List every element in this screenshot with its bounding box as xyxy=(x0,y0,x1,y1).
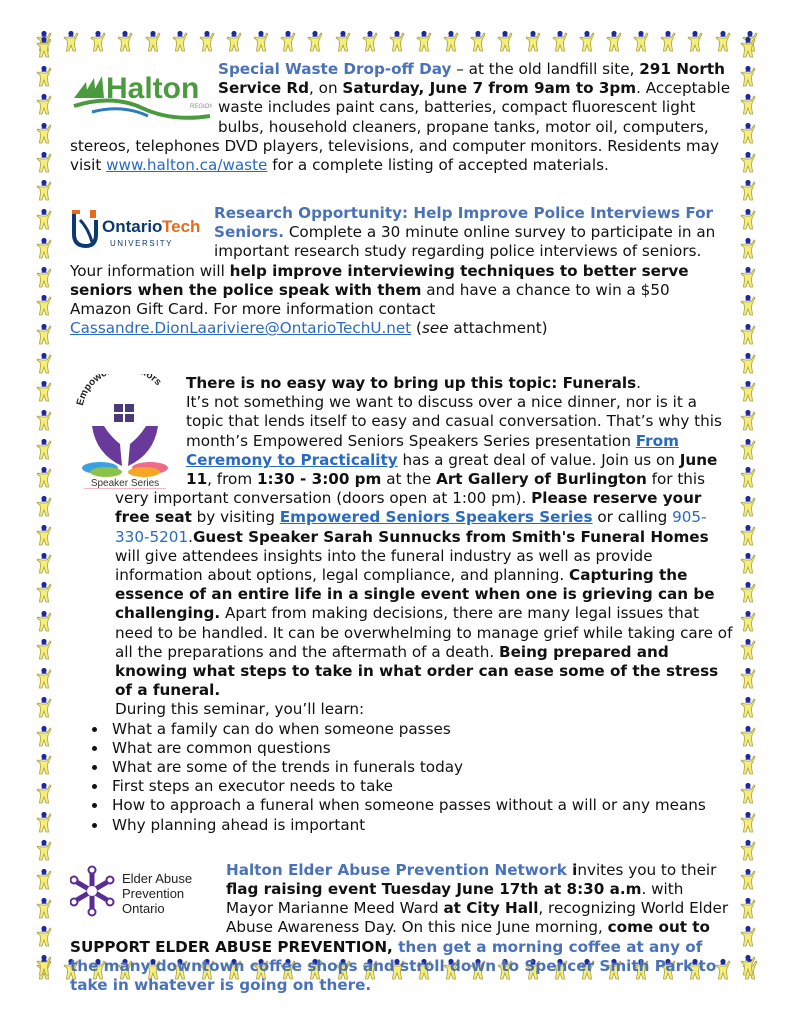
border-person-icon xyxy=(90,30,106,52)
border-person-icon xyxy=(740,323,756,345)
border-person-icon xyxy=(740,93,756,115)
phone-number[interactable]: 905-330-5201 xyxy=(115,508,707,546)
border-person-icon xyxy=(740,495,756,517)
border-person-icon xyxy=(740,237,756,259)
border-person-icon xyxy=(36,610,52,632)
svg-text:Speaker Series: Speaker Series xyxy=(90,478,160,489)
border-person-icon xyxy=(362,30,378,52)
border-person-icon xyxy=(117,30,133,52)
border-person-icon xyxy=(633,30,649,52)
border-person-icon xyxy=(36,122,52,144)
border-person-icon xyxy=(36,179,52,201)
border-person-icon xyxy=(36,725,52,747)
border-person-icon xyxy=(740,811,756,833)
list-item: • Why planning ahead is important xyxy=(108,816,735,835)
border-person-icon xyxy=(145,30,161,52)
border-person-icon xyxy=(525,30,541,52)
border-person-icon xyxy=(740,122,756,144)
border-person-icon xyxy=(470,30,486,52)
svg-text:Halton: Halton xyxy=(106,72,200,105)
border-person-icon xyxy=(740,409,756,431)
border-person-icon xyxy=(36,151,52,173)
funerals-section: Empow ors Speaker Series There is no easy way to bring up this topic: Funerals. It’s not something we want to discuss over a nice dinner, nor is it a topic that lends itself to easy and casual conversation. That’s why this month’s Empowered Seniors Speakers Series presentation From Ceremony to Practicality has a great deal of value. Join us on June 11, from 1:30 - 3:00 pm at the Art Gallery of Burlington for this very important conversation (doors open at 1:00 pm). Please reserve your free seat by visiting Empowered Seniors Speakers Series or calling 905-330-5201.Guest Speaker Sarah Sunnucks from Smith's Funeral Homes will give attendees insights into the funeral industry as well as provide information about options, legal compliance, and planning. Capturing the essence of an entire life in a single event when one is grieving can be challenging. Apart from making decisions, there are many legal issues that need to be handled. It can be overwhelming to manage grief while taking care of all the preparations and the aftermath of a death. Being prepared and knowing what steps to take in what order can ease some of the stress of a funeral. During this seminar, you’ll learn: • What a family can do when someone passes • What are common questions • What are some of the trends in funerals today • First steps an executor needs to take • How to approach a funeral when someone passes without a will or any means • Why planning ahead is important xyxy=(70,368,735,835)
border-person-icon xyxy=(740,466,756,488)
border-person-icon xyxy=(36,638,52,660)
border-person-icon xyxy=(740,839,756,861)
border-person-icon xyxy=(36,93,52,115)
border-person-icon xyxy=(740,524,756,546)
border-person-icon xyxy=(36,753,52,775)
border-person-icon xyxy=(307,30,323,52)
svg-text:UNIVERSITY: UNIVERSITY xyxy=(110,239,174,248)
border-person-icon xyxy=(740,782,756,804)
list-item: • How to approach a funeral when someone passes without a will or any means xyxy=(108,796,735,815)
svg-text:Empowered Seniors: Empow ors xyxy=(74,374,164,407)
contact-email-link[interactable]: Cassandre.DionLaariviere@OntarioTechU.net xyxy=(70,319,412,338)
border-person-icon xyxy=(36,868,52,890)
svg-text:Ontario: Ontario xyxy=(102,217,163,236)
svg-text:Ontario: Ontario xyxy=(122,900,165,916)
border-person-icon xyxy=(280,30,296,52)
border-person-icon xyxy=(740,725,756,747)
border-person-icon xyxy=(253,30,269,52)
list-item: • What are common questions xyxy=(108,739,735,758)
border-person-icon xyxy=(36,495,52,517)
border-person-icon xyxy=(579,30,595,52)
border-person-icon xyxy=(36,352,52,374)
learn-intro: During this seminar, you’ll learn: xyxy=(115,700,365,719)
svg-text:REGION: REGION xyxy=(190,104,212,110)
ceremony-practicality-link[interactable]: From Ceremony to Practicality xyxy=(186,431,679,469)
border-person-icon xyxy=(199,30,215,52)
border-person-icon xyxy=(36,782,52,804)
border-person-icon xyxy=(740,581,756,603)
border-person-icon xyxy=(740,954,756,976)
border-person-icon xyxy=(36,466,52,488)
border-left xyxy=(36,36,54,976)
border-person-icon xyxy=(740,638,756,660)
border-person-icon xyxy=(740,36,756,58)
border-person-icon xyxy=(36,581,52,603)
ontario-tech-logo xyxy=(70,206,208,252)
border-person-icon xyxy=(497,30,513,52)
border-person-icon xyxy=(740,696,756,718)
border-right xyxy=(740,36,758,976)
border-person-icon xyxy=(389,30,405,52)
border-person-icon xyxy=(36,438,52,460)
border-person-icon xyxy=(416,30,432,52)
border-person-icon xyxy=(740,897,756,919)
ontario-tech-section: Ontario Tech UNIVERSITY Research Opportunity: Help Improve Police Interviews For Seniors. Complete a 30 minute online survey to participate in an important research study regarding police interviews of seniors. Your information will help improve interviewing techniques to better serve seniors when the police speak with them and have a chance to win a $50 Amazon Gift Card. For more information contact Cassandre.DionLaariviere@OntarioTechU.net (see attachment) xyxy=(70,204,716,338)
border-person-icon xyxy=(687,30,703,52)
border-person-icon xyxy=(740,208,756,230)
list-item: • First steps an executor needs to take xyxy=(108,777,735,796)
list-item: • What are some of the trends in funerals today xyxy=(108,758,735,777)
border-person-icon xyxy=(740,266,756,288)
border-person-icon xyxy=(740,868,756,890)
border-person-icon xyxy=(36,839,52,861)
event-date: Saturday, June 7 from 9am to 3pm xyxy=(342,79,637,98)
border-person-icon xyxy=(740,925,756,947)
border-person-icon xyxy=(36,811,52,833)
halton-waste-title: Special Waste Drop-off Day xyxy=(218,60,452,78)
elder-abuse-section: Elder Abuse Prevention Ontario Halton Elder Abuse Prevention Network invites you to their flag raising event Tuesday June 17th at 8:30 a.m. with Mayor Marianne Meed Ward at City Hall, recognizing World Elder Abuse Awareness Day. On this nice June morning, come out to SUPPORT ELDER ABUSE PREVENTION, then get a morning coffee at any of the many downtown coffee shops and stroll down to Spencer Smith Park to take in whatever is going on there. xyxy=(70,860,729,995)
border-person-icon xyxy=(36,208,52,230)
speakers-series-link[interactable]: Empowered Seniors Speakers Series xyxy=(279,508,593,527)
border-person-icon xyxy=(740,552,756,574)
address: 291 North Service Rd xyxy=(218,60,725,98)
border-person-icon xyxy=(36,524,52,546)
empowered-seniors-logo xyxy=(70,374,180,489)
border-person-icon xyxy=(36,667,52,689)
svg-text:Tech: Tech xyxy=(162,217,201,236)
border-person-icon xyxy=(36,323,52,345)
border-person-icon xyxy=(36,925,52,947)
border-person-icon xyxy=(36,36,52,58)
border-person-icon xyxy=(226,30,242,52)
border-person-icon xyxy=(740,610,756,632)
border-person-icon xyxy=(740,294,756,316)
border-person-icon xyxy=(36,65,52,87)
halton-waste-link[interactable]: www.halton.ca/waste xyxy=(106,156,268,175)
border-person-icon xyxy=(36,294,52,316)
border-person-icon xyxy=(740,438,756,460)
border-person-icon xyxy=(740,151,756,173)
border-person-icon xyxy=(36,552,52,574)
border-person-icon xyxy=(36,954,52,976)
border-person-icon xyxy=(606,30,622,52)
border-person-icon xyxy=(36,237,52,259)
border-person-icon xyxy=(335,30,351,52)
border-person-icon xyxy=(740,179,756,201)
network-name: Halton Elder Abuse Prevention Network xyxy=(226,860,567,879)
border-person-icon xyxy=(740,667,756,689)
border-person-icon xyxy=(443,30,459,52)
border-person-icon xyxy=(715,30,731,52)
halton-region-logo xyxy=(72,64,212,122)
research-title: Research Opportunity: Help Improve Police Interviews For Seniors. xyxy=(214,204,714,242)
svg-text:Prevention: Prevention xyxy=(122,885,185,901)
list-item: • What a family can do when someone passes xyxy=(108,720,735,739)
elder-abuse-prevention-logo xyxy=(70,863,220,921)
border-person-icon xyxy=(740,65,756,87)
funerals-heading: There is no easy way to bring up this topic: Funerals xyxy=(186,374,637,392)
border-person-icon xyxy=(36,409,52,431)
svg-text:Elder Abuse: Elder Abuse xyxy=(122,870,193,886)
border-person-icon xyxy=(36,380,52,402)
border-person-icon xyxy=(172,30,188,52)
border-person-icon xyxy=(552,30,568,52)
newsletter-content xyxy=(70,60,735,995)
border-person-icon xyxy=(740,352,756,374)
halton-waste-section: Halton REGION Special Waste Drop-off Day – at the old landfill site, 291 North Service Rd, on Saturday, June 7 from 9am to 3pm. Acceptable waste includes paint cans, batteries, compact fluorescent light bulbs, household cleaners, propane tanks, motor oil, computers, stereos, telephones DVD players, televisions, and computer monitors. Residents may visit www.halton.ca/waste for a complete listing of accepted materials. xyxy=(70,60,731,175)
border-person-icon xyxy=(36,696,52,718)
learning-list xyxy=(70,720,735,835)
border-person-icon xyxy=(36,266,52,288)
border-top xyxy=(36,30,758,54)
border-person-icon xyxy=(660,30,676,52)
border-person-icon xyxy=(36,897,52,919)
border-person-icon xyxy=(740,753,756,775)
border-person-icon xyxy=(63,30,79,52)
border-person-icon xyxy=(740,380,756,402)
